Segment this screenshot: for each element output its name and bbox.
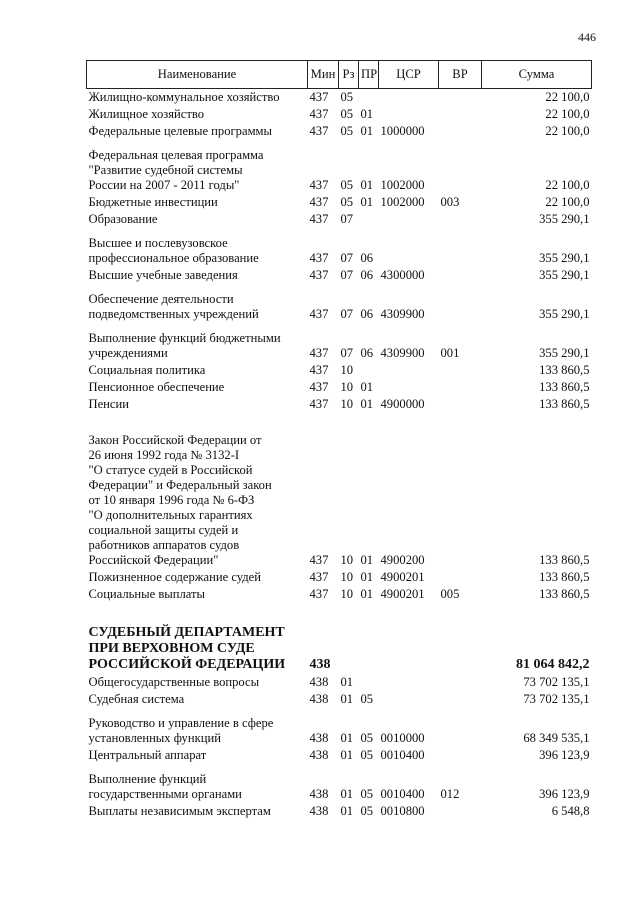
row-name-line: Выполнение функций [88, 772, 207, 786]
row-csr [379, 603, 439, 674]
row-name-line: Пенсионное обеспечение [88, 380, 225, 394]
row-csr [379, 228, 439, 267]
row-pr: 05 [360, 748, 374, 762]
row-name-line: Российской Федерации" [88, 553, 219, 567]
row-vr [439, 267, 482, 284]
row-vr [439, 413, 482, 569]
row-name [87, 569, 308, 586]
table-row [87, 267, 592, 284]
row-sum: 133 860,5 [539, 363, 590, 377]
row-name-line: "О статусе судей в Российской [88, 463, 253, 477]
row-sum: 133 860,5 [539, 570, 590, 584]
row-rz [339, 603, 359, 674]
row-name-line: России на 2007 - 2011 годы" [88, 178, 240, 192]
row-name-line: 26 июня 1992 года № 3132-I [88, 448, 240, 462]
row-sum: 396 123,9 [539, 748, 590, 762]
row-pr: 06 [360, 307, 374, 321]
row-pr: 01 [360, 124, 374, 138]
row-min: 438 [309, 748, 329, 762]
row-pr: 01 [360, 380, 374, 394]
row-name-line: Социальные выплаты [88, 587, 206, 601]
row-vr [439, 691, 482, 708]
row-pr [359, 674, 379, 691]
row-name-line: Пенсии [88, 397, 129, 411]
table-row [87, 586, 592, 603]
table-row [87, 747, 592, 764]
row-name-line: Бюджетные инвестиции [88, 195, 218, 209]
row-vr: 001 [440, 346, 460, 360]
row-csr: 0010000 [380, 731, 425, 745]
row-sum: 355 290,1 [539, 212, 590, 226]
row-sum: 133 860,5 [539, 397, 590, 411]
row-name-line: Пожизненное содержание судей [88, 570, 261, 584]
row-pr: 01 [360, 195, 374, 209]
row-name-line: "О дополнительных гарантиях [88, 508, 253, 522]
row-name-line: от 10 января 1996 года № 6-ФЗ [88, 493, 255, 507]
row-sum: 22 100,0 [545, 90, 590, 104]
row-rz: 10 [340, 570, 354, 584]
row-vr [439, 228, 482, 267]
row-csr: 4900000 [380, 397, 425, 411]
row-rz: 01 [340, 731, 354, 745]
row-csr: 0010400 [380, 787, 425, 801]
row-name-line: Общегосударственные вопросы [88, 675, 260, 689]
row-csr: 0010400 [380, 748, 425, 762]
row-name [87, 747, 308, 764]
row-csr: 4300000 [380, 268, 425, 282]
row-name-line: Обеспечение деятельности [88, 292, 234, 306]
column-header-pr: ПР [359, 61, 379, 89]
row-pr: 06 [360, 346, 374, 360]
row-name-line: установленных функций [88, 731, 221, 745]
row-min: 437 [309, 107, 329, 121]
row-min: 437 [309, 397, 329, 411]
row-min: 437 [309, 570, 329, 584]
table-body [87, 89, 592, 821]
table-row [87, 228, 592, 267]
table-row [87, 140, 592, 194]
table-header-row [87, 61, 592, 89]
row-min: 438 [309, 804, 329, 818]
row-min: 437 [309, 178, 329, 192]
row-name [87, 413, 308, 569]
table-row [87, 764, 592, 803]
table-row [87, 413, 592, 569]
row-sum: 22 100,0 [545, 178, 590, 192]
row-name-line: Закон Российской Федерации от [88, 433, 262, 447]
table-row [87, 708, 592, 747]
row-sum: 22 100,0 [545, 124, 590, 138]
row-rz: 05 [340, 124, 354, 138]
row-name [87, 691, 308, 708]
row-vr [439, 211, 482, 228]
row-csr: 4900201 [380, 587, 425, 601]
row-pr: 06 [360, 251, 374, 265]
table-row [87, 194, 592, 211]
column-header-min: Мин [308, 61, 339, 89]
row-csr: 4900200 [380, 553, 425, 567]
row-rz: 10 [340, 363, 354, 377]
row-name [87, 106, 308, 123]
table-row [87, 396, 592, 413]
row-rz: 07 [340, 268, 354, 282]
row-rz: 01 [340, 804, 354, 818]
row-sum: 396 123,9 [539, 787, 590, 801]
row-vr: 012 [440, 787, 460, 801]
table-row [87, 803, 592, 820]
page-number: 446 [578, 30, 596, 44]
row-rz: 05 [340, 90, 354, 104]
row-csr: 0010800 [380, 804, 425, 818]
row-min: 437 [309, 268, 329, 282]
row-name [87, 228, 308, 267]
row-name-line: Федеральные целевые программы [88, 124, 272, 138]
column-header-name: Наименование [87, 61, 308, 89]
row-name [87, 362, 308, 379]
table-row [87, 674, 592, 691]
row-sum: 133 860,5 [539, 380, 590, 394]
row-rz: 01 [340, 692, 354, 706]
row-rz: 10 [340, 553, 354, 567]
row-pr: 05 [360, 787, 374, 801]
row-vr [439, 89, 482, 107]
row-name-line: социальной защиты судей и [88, 523, 239, 537]
row-name-line: Выплаты независимым экспертам [88, 804, 271, 818]
row-vr [439, 362, 482, 379]
row-rz: 05 [340, 178, 354, 192]
row-name-line: Руководство и управление в сфере [88, 716, 274, 730]
row-name-line: профессиональное образование [88, 251, 259, 265]
row-name [87, 89, 308, 107]
row-name-line: РОССИЙСКОЙ ФЕДЕРАЦИИ [88, 657, 286, 672]
row-vr [439, 747, 482, 764]
row-name-line: работников аппаратов судов [88, 538, 240, 552]
row-name-line: Федерации" и Федеральный закон [88, 478, 272, 492]
row-min: 437 [309, 195, 329, 209]
row-sum: 22 100,0 [545, 107, 590, 121]
row-rz: 10 [340, 587, 354, 601]
row-sum: 6 548,8 [551, 804, 590, 818]
row-csr: 4309900 [380, 307, 425, 321]
row-name [87, 396, 308, 413]
row-min: 437 [309, 307, 329, 321]
row-min: 437 [309, 380, 329, 394]
column-header-sum: Сумма [482, 61, 592, 89]
table-row [87, 106, 592, 123]
row-sum: 22 100,0 [545, 195, 590, 209]
row-min: 437 [309, 553, 329, 567]
row-csr [379, 106, 439, 123]
row-name [87, 194, 308, 211]
row-name [87, 140, 308, 194]
row-min: 437 [309, 251, 329, 265]
row-min: 437 [309, 124, 329, 138]
row-csr: 1000000 [380, 124, 425, 138]
row-vr [439, 569, 482, 586]
row-name [87, 764, 308, 803]
row-name [87, 267, 308, 284]
row-sum: 355 290,1 [539, 346, 590, 360]
row-vr [439, 123, 482, 140]
row-name [87, 379, 308, 396]
row-pr [359, 211, 379, 228]
row-csr: 1002000 [380, 178, 425, 192]
row-name-line: Высшее и послевузовское [88, 236, 228, 250]
row-rz: 07 [340, 307, 354, 321]
row-rz: 07 [340, 212, 354, 226]
table-row [87, 123, 592, 140]
row-min: 438 [309, 657, 331, 672]
row-name [87, 603, 308, 674]
table-row [87, 379, 592, 396]
row-rz: 05 [340, 107, 354, 121]
row-vr [439, 674, 482, 691]
row-vr [439, 603, 482, 674]
row-vr [439, 106, 482, 123]
row-name-line: "Развитие судебной системы [88, 163, 243, 177]
row-sum: 81 064 842,2 [516, 657, 590, 672]
row-name [87, 803, 308, 820]
row-csr: 4309900 [380, 346, 425, 360]
row-vr [439, 396, 482, 413]
row-pr: 05 [360, 804, 374, 818]
row-vr [439, 284, 482, 323]
row-name [87, 586, 308, 603]
row-name-line: Жилищное хозяйство [88, 107, 205, 121]
row-min: 437 [309, 346, 329, 360]
table-row [87, 211, 592, 228]
row-name [87, 211, 308, 228]
row-sum: 133 860,5 [539, 553, 590, 567]
row-pr [359, 603, 379, 674]
row-name-line: государственными органами [88, 787, 242, 801]
row-csr [379, 379, 439, 396]
row-name [87, 123, 308, 140]
row-pr: 05 [360, 731, 374, 745]
row-csr [379, 89, 439, 107]
row-pr: 01 [360, 587, 374, 601]
row-vr [439, 803, 482, 820]
row-vr [439, 140, 482, 194]
row-sum: 355 290,1 [539, 251, 590, 265]
row-csr: 1002000 [380, 195, 425, 209]
row-min: 437 [309, 90, 329, 104]
row-pr [359, 89, 379, 107]
table-row [87, 691, 592, 708]
row-rz: 01 [340, 787, 354, 801]
row-name-line: Образование [88, 212, 158, 226]
row-name-line: учреждениями [88, 346, 168, 360]
row-min: 438 [309, 675, 329, 689]
row-name-line: Федеральная целевая программа [88, 148, 264, 162]
row-sum: 73 702 135,1 [523, 692, 590, 706]
column-header-csr: ЦСР [379, 61, 439, 89]
row-min: 438 [309, 692, 329, 706]
row-name [87, 284, 308, 323]
table-row [87, 362, 592, 379]
table-row [87, 603, 592, 674]
row-csr: 4900201 [380, 570, 425, 584]
row-rz: 07 [340, 346, 354, 360]
row-pr [359, 362, 379, 379]
row-pr: 01 [360, 178, 374, 192]
row-csr [379, 362, 439, 379]
row-name [87, 674, 308, 691]
row-rz: 05 [340, 195, 354, 209]
row-rz: 10 [340, 397, 354, 411]
row-name [87, 323, 308, 362]
row-rz: 01 [340, 748, 354, 762]
row-pr: 01 [360, 107, 374, 121]
row-sum: 355 290,1 [539, 268, 590, 282]
row-name-line: ПРИ ВЕРХОВНОМ СУДЕ [88, 641, 255, 656]
row-pr: 01 [360, 553, 374, 567]
table-row [87, 569, 592, 586]
row-csr [379, 691, 439, 708]
row-min: 437 [309, 363, 329, 377]
table-row [87, 323, 592, 362]
row-min: 437 [309, 587, 329, 601]
row-sum: 68 349 535,1 [523, 731, 590, 745]
row-sum: 355 290,1 [539, 307, 590, 321]
row-sum: 73 702 135,1 [523, 675, 590, 689]
column-header-rz: Рз [339, 61, 359, 89]
row-min: 437 [309, 212, 329, 226]
row-name-line: Социальная политика [88, 363, 206, 377]
table-row [87, 284, 592, 323]
row-name-line: подведомственных учреждений [88, 307, 259, 321]
row-pr: 06 [360, 268, 374, 282]
row-name-line: Жилищно-коммунальное хозяйство [88, 90, 280, 104]
row-name-line: Выполнение функций бюджетными [88, 331, 281, 345]
row-min: 438 [309, 731, 329, 745]
row-vr [439, 379, 482, 396]
row-name-line: СУДЕБНЫЙ ДЕПАРТАМЕНТ [88, 625, 285, 640]
row-vr [439, 708, 482, 747]
row-sum: 133 860,5 [539, 587, 590, 601]
row-csr [379, 211, 439, 228]
row-pr: 05 [360, 692, 374, 706]
budget-table [86, 60, 592, 820]
row-rz: 07 [340, 251, 354, 265]
row-name-line: Судебная система [88, 692, 185, 706]
row-name-line: Высшие учебные заведения [88, 268, 238, 282]
row-rz: 10 [340, 380, 354, 394]
row-csr [379, 674, 439, 691]
row-name-line: Центральный аппарат [88, 748, 207, 762]
row-rz: 01 [340, 675, 354, 689]
row-min: 438 [309, 787, 329, 801]
row-pr: 01 [360, 570, 374, 584]
row-name [87, 708, 308, 747]
row-pr: 01 [360, 397, 374, 411]
row-vr: 005 [440, 587, 460, 601]
row-vr: 003 [440, 195, 460, 209]
column-header-vr: ВР [439, 61, 482, 89]
table-row [87, 89, 592, 107]
